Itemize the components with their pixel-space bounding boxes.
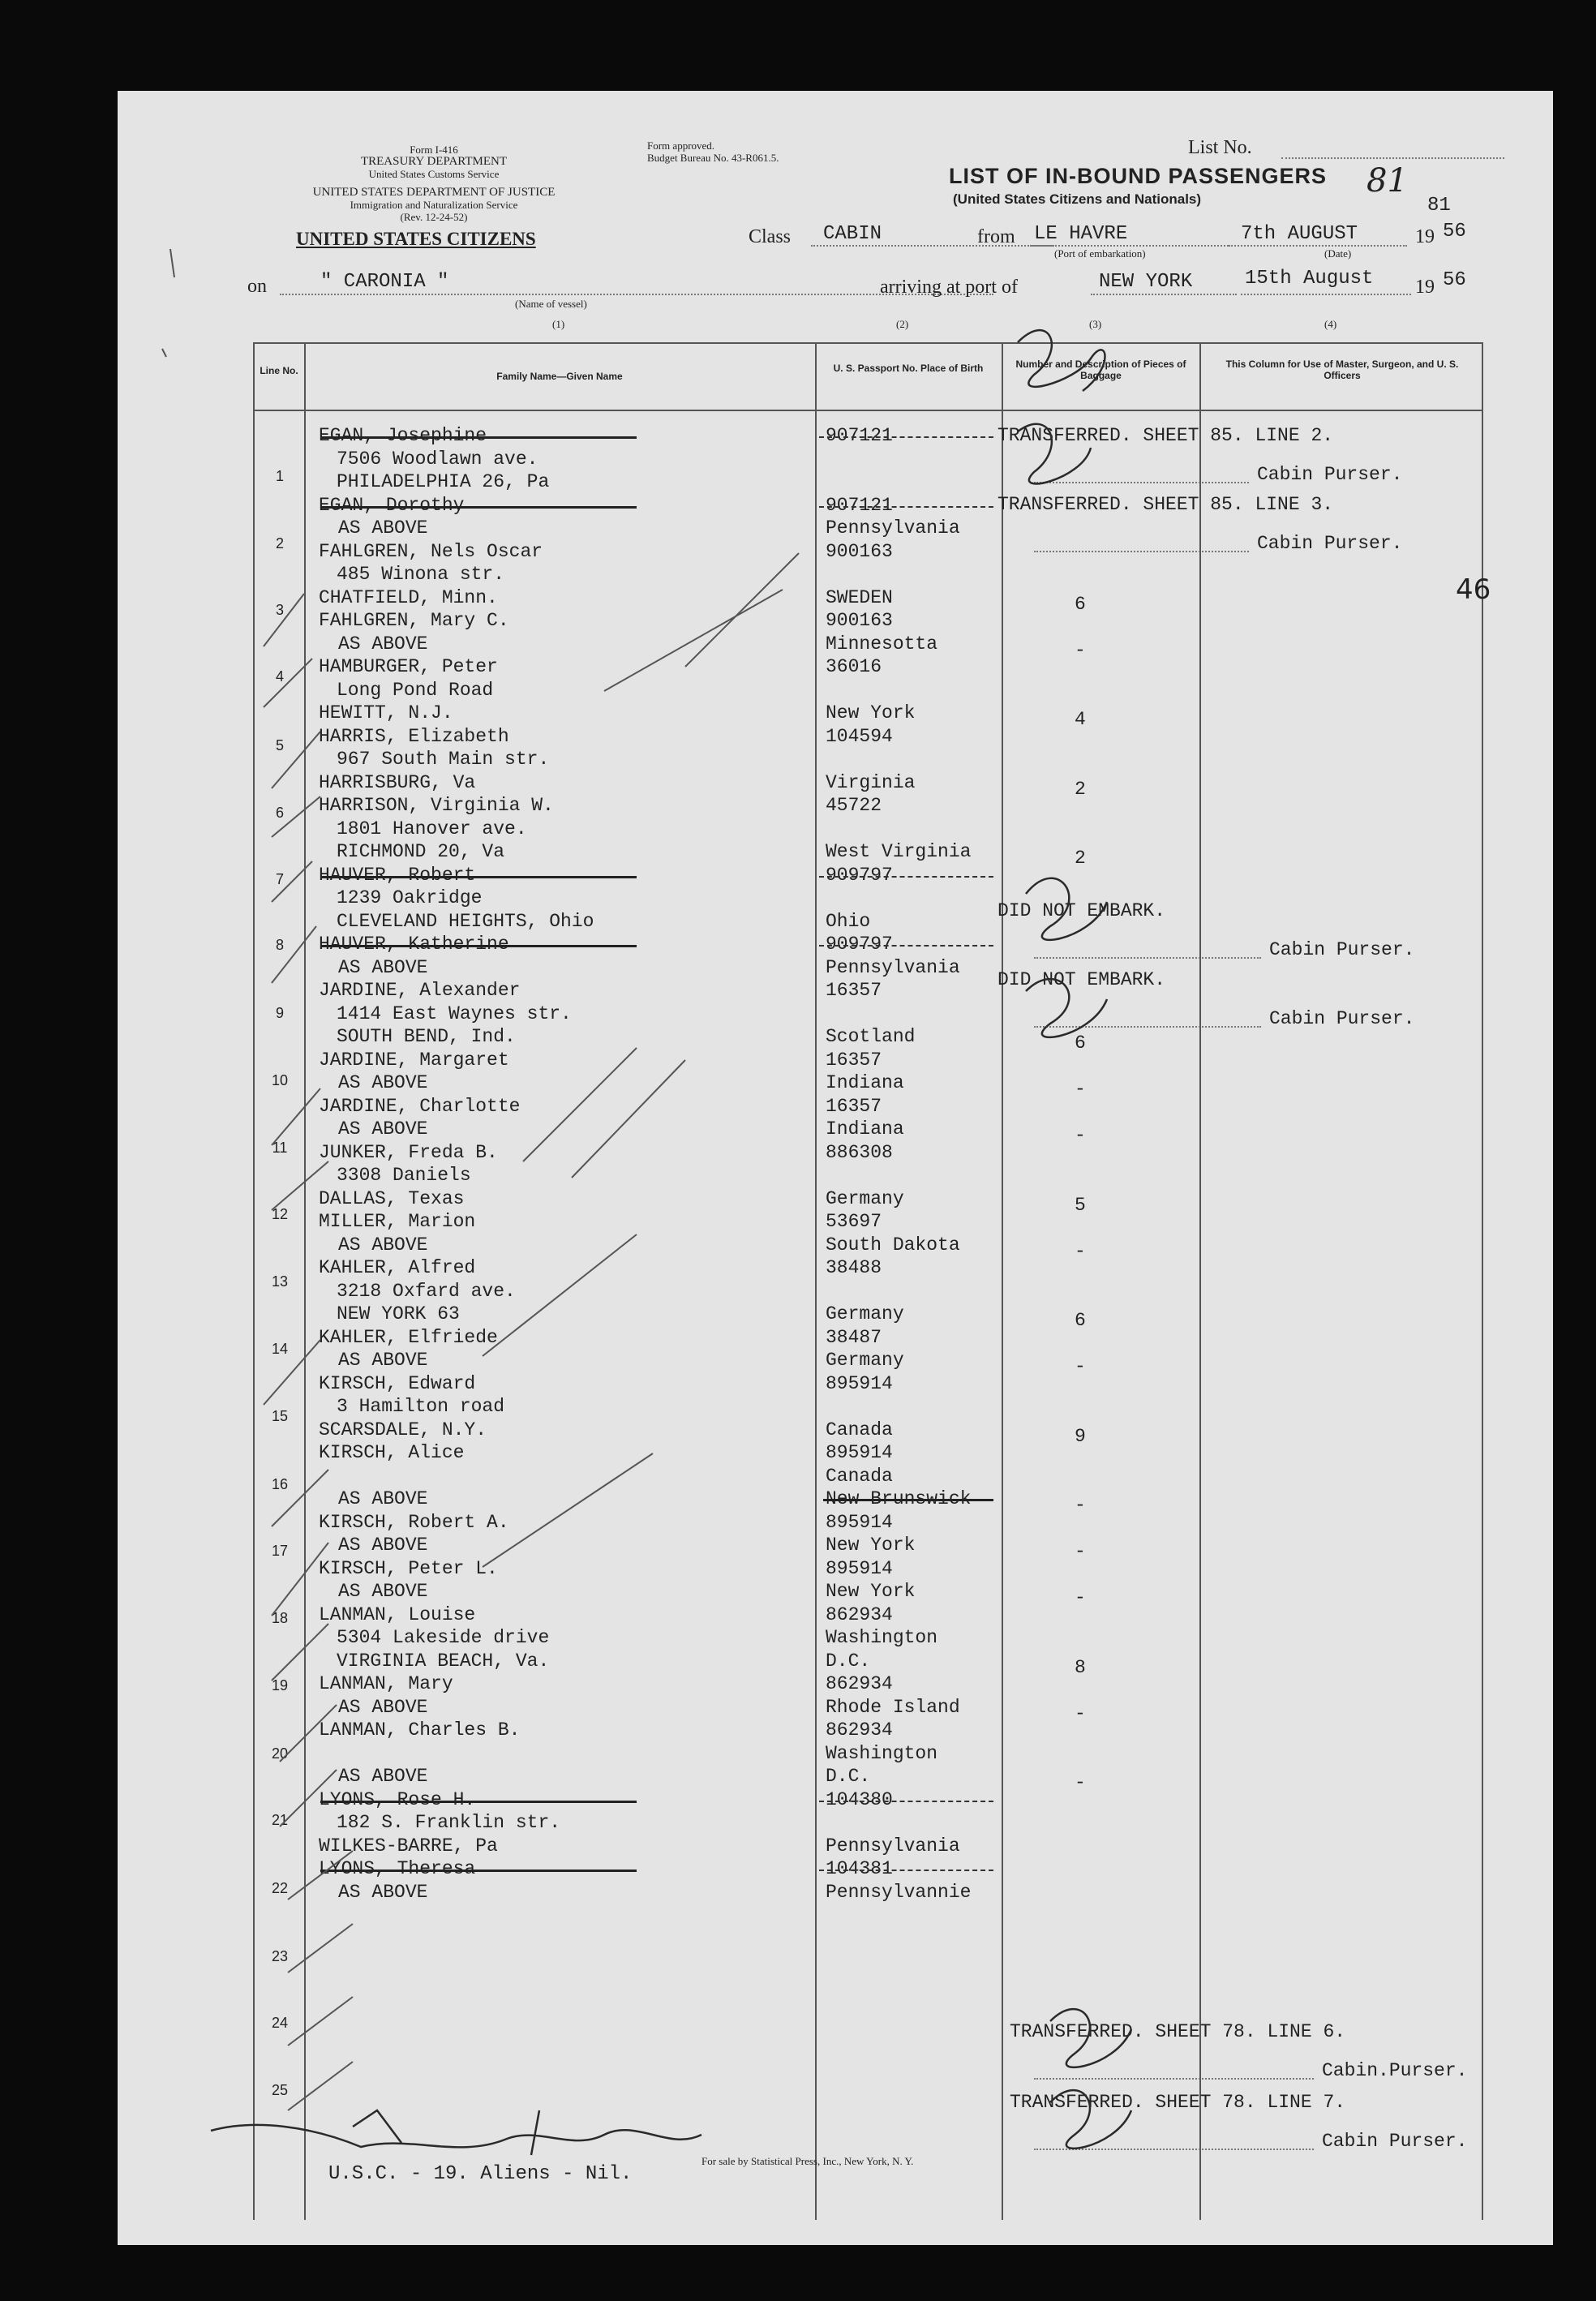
arrival-date: 15th August bbox=[1245, 268, 1374, 290]
date-caption: (Date) bbox=[1324, 247, 1352, 260]
baggage-count: 2 bbox=[1075, 848, 1086, 869]
caption-3: (3) bbox=[1089, 318, 1102, 330]
baggage-count: - bbox=[1075, 1125, 1086, 1146]
line-number: 24 bbox=[271, 2015, 289, 2031]
line-number: 9 bbox=[275, 1005, 284, 1021]
passenger-name: CLEVELAND HEIGHTS, Ohio bbox=[337, 910, 594, 932]
year-prefix: 19 bbox=[1415, 226, 1435, 247]
baggage-count: 6 bbox=[1075, 593, 1086, 615]
passport-or-birthplace: SWEDEN bbox=[826, 586, 893, 608]
passenger-name: 182 S. Franklin str. bbox=[337, 1812, 561, 1833]
printer-credit: For sale by Statistical Press, Inc., New York, N. Y. bbox=[701, 2155, 914, 2167]
baggage-count: 2 bbox=[1075, 778, 1086, 800]
passenger-name: EGAN, Josephine bbox=[319, 425, 487, 446]
passenger-name: AS ABOVE bbox=[338, 1881, 428, 1903]
passenger-name: FAHLGREN, Mary C. bbox=[319, 610, 509, 631]
passport-or-birthplace: Germany bbox=[826, 1187, 904, 1209]
passenger-name: KAHLER, Alfred bbox=[319, 1257, 476, 1278]
line-number: 12 bbox=[271, 1206, 289, 1222]
passenger-name: HARRISBURG, Va bbox=[319, 771, 476, 793]
line-number: 4 bbox=[275, 668, 284, 685]
passport-or-birthplace: 104594 bbox=[826, 725, 893, 747]
passport-or-birthplace: 909797 bbox=[826, 864, 893, 886]
line-number: 7 bbox=[275, 871, 284, 887]
passport-or-birthplace: Washington bbox=[826, 1742, 938, 1764]
passport-or-birthplace: 895914 bbox=[826, 1511, 893, 1533]
passenger-name: AS ABOVE bbox=[338, 517, 428, 539]
passenger-name: JARDINE, Alexander bbox=[319, 980, 521, 1001]
port-caption: (Port of embarkation) bbox=[1054, 247, 1146, 260]
passport-or-birthplace: 862934 bbox=[826, 1603, 893, 1625]
summary-line: U.S.C. - 19. Aliens - Nil. bbox=[328, 2163, 633, 2185]
passenger-name: LYONS, Theresa bbox=[319, 1858, 476, 1879]
baggage-count: 9 bbox=[1075, 1425, 1086, 1447]
vessel-name: " CARONIA " bbox=[320, 271, 449, 293]
passport-or-birthplace: Pennsylvania bbox=[826, 1835, 960, 1857]
passport-or-birthplace: New York bbox=[826, 702, 916, 723]
line-number: 1 bbox=[275, 468, 284, 484]
passenger-name: LANMAN, Charles B. bbox=[319, 1719, 521, 1741]
passenger-name: KIRSCH, Peter L. bbox=[319, 1557, 498, 1579]
vessel-caption: (Name of vessel) bbox=[515, 298, 587, 310]
passenger-name: KIRSCH, Edward bbox=[319, 1372, 476, 1394]
remark-text: DID NOT EMBARK. bbox=[998, 969, 1166, 990]
col-officers: This Column for Use of Master, Surgeon, and U. S. Officers bbox=[1225, 358, 1459, 381]
remark-text: DID NOT EMBARK. bbox=[998, 900, 1166, 921]
arriving-label: arriving at port of bbox=[880, 277, 1018, 298]
passenger-name: JUNKER, Freda B. bbox=[319, 1141, 498, 1163]
passport-or-birthplace: D.C. bbox=[826, 1650, 871, 1672]
passenger-name: HAUVER, Robert bbox=[319, 864, 476, 886]
form-subtitle: (United States Citizens and Nationals) bbox=[953, 191, 1202, 207]
purser-signature-label: Cabin Purser. bbox=[1322, 2131, 1468, 2152]
customs-service: United States Customs Service bbox=[368, 168, 500, 180]
passport-or-birthplace: 16357 bbox=[826, 980, 882, 1001]
purser-signature-label: Cabin Purser. bbox=[1269, 1008, 1415, 1029]
line-number: 21 bbox=[271, 1812, 289, 1828]
line-number: 17 bbox=[271, 1543, 289, 1559]
passport-or-birthplace: 104380 bbox=[826, 1788, 893, 1810]
passport-or-birthplace: 895914 bbox=[826, 1442, 893, 1463]
passenger-name: MILLER, Marion bbox=[319, 1211, 476, 1232]
baggage-count: 8 bbox=[1075, 1656, 1086, 1678]
col-line-no: Line No. bbox=[260, 365, 298, 376]
passport-or-birthplace: Pennsylvania bbox=[826, 517, 960, 539]
passport-or-birthplace: New York bbox=[826, 1535, 916, 1556]
passport-or-birthplace: 38487 bbox=[826, 1326, 882, 1348]
port-of-embarkation: LE HAVRE bbox=[1034, 223, 1128, 245]
passport-or-birthplace: Rhode Island bbox=[826, 1696, 960, 1718]
line-number: 22 bbox=[271, 1880, 289, 1896]
passenger-name: AS ABOVE bbox=[338, 956, 428, 978]
passenger-name: LYONS, Rose H. bbox=[319, 1788, 476, 1810]
passport-or-birthplace: 907121 bbox=[826, 494, 893, 516]
passport-or-birthplace: 36016 bbox=[826, 656, 882, 677]
baggage-count: - bbox=[1075, 1356, 1086, 1377]
passenger-name: 3 Hamilton road bbox=[337, 1396, 505, 1417]
remark-text: TRANSFERRED. SHEET 85. LINE 3. bbox=[998, 494, 1334, 515]
line-number: 10 bbox=[271, 1072, 289, 1088]
passport-or-birthplace: 886308 bbox=[826, 1141, 893, 1163]
passenger-name: VIRGINIA BEACH, Va. bbox=[337, 1650, 550, 1672]
passport-or-birthplace: Pennsylvania bbox=[826, 956, 960, 978]
arrival-year: 56 bbox=[1443, 269, 1466, 291]
list-no-handwritten: 81 bbox=[1366, 162, 1408, 200]
class-value: CABIN bbox=[823, 223, 882, 245]
passport-or-birthplace: Minnesotta bbox=[826, 633, 938, 655]
baggage-count: - bbox=[1075, 639, 1086, 661]
line-number: 14 bbox=[271, 1341, 289, 1357]
line-number: 8 bbox=[275, 937, 284, 953]
baggage-count: - bbox=[1075, 1587, 1086, 1608]
passport-or-birthplace: 104381 bbox=[826, 1858, 893, 1879]
remark-text: TRANSFERRED. SHEET 78. LINE 6. bbox=[1010, 2021, 1346, 2042]
line-number: 20 bbox=[271, 1745, 289, 1762]
passport-or-birthplace: D.C. bbox=[826, 1766, 871, 1787]
passenger-name: Long Pond Road bbox=[337, 679, 494, 701]
passenger-name: 1239 Oakridge bbox=[337, 887, 483, 908]
line-number: 19 bbox=[271, 1677, 289, 1694]
passport-or-birthplace: West Virginia bbox=[826, 841, 972, 862]
passenger-name: SOUTH BEND, Ind. bbox=[337, 1026, 516, 1047]
passenger-name: JARDINE, Margaret bbox=[319, 1049, 509, 1071]
remark-text: TRANSFERRED. SHEET 85. LINE 2. bbox=[998, 425, 1334, 446]
passenger-name: AS ABOVE bbox=[338, 1234, 428, 1256]
passenger-name: LANMAN, Louise bbox=[319, 1603, 476, 1625]
baggage-count: - bbox=[1075, 1079, 1086, 1100]
passenger-name: AS ABOVE bbox=[338, 633, 428, 655]
passport-or-birthplace: Virginia bbox=[826, 771, 916, 793]
passenger-name: JARDINE, Charlotte bbox=[319, 1095, 521, 1117]
line-number: 5 bbox=[275, 737, 284, 753]
passport-or-birthplace: 16357 bbox=[826, 1095, 882, 1117]
passenger-name: 1801 Hanover ave. bbox=[337, 818, 527, 839]
passenger-name: SCARSDALE, N.Y. bbox=[319, 1419, 487, 1440]
passport-or-birthplace: Canada bbox=[826, 1419, 893, 1440]
baggage-count: 4 bbox=[1075, 709, 1086, 730]
passenger-name: DALLAS, Texas bbox=[319, 1187, 465, 1209]
passport-or-birthplace: 900163 bbox=[826, 610, 893, 631]
passport-or-birthplace: 16357 bbox=[826, 1049, 882, 1071]
passenger-name: RICHMOND 20, Va bbox=[337, 841, 505, 862]
line-number: 25 bbox=[271, 2082, 289, 2098]
passenger-name: HEWITT, N.J. bbox=[319, 702, 453, 723]
passenger-name: HARRIS, Elizabeth bbox=[319, 725, 509, 747]
passenger-name: HAMBURGER, Peter bbox=[319, 656, 498, 677]
remark-text: TRANSFERRED. SHEET 78. LINE 7. bbox=[1010, 2092, 1346, 2113]
passenger-name: NEW YORK 63 bbox=[337, 1303, 460, 1324]
baggage-count: - bbox=[1075, 1240, 1086, 1262]
passenger-name: 967 South Main str. bbox=[337, 749, 550, 770]
treasury-dept: TREASURY DEPARTMENT bbox=[360, 155, 508, 168]
passenger-name: EGAN, Dorothy bbox=[319, 494, 465, 516]
baggage-count: 5 bbox=[1075, 1194, 1086, 1216]
passenger-name: KIRSCH, Alice bbox=[319, 1442, 465, 1463]
passenger-name: KIRSCH, Robert A. bbox=[319, 1511, 509, 1533]
passport-or-birthplace: 38488 bbox=[826, 1257, 882, 1278]
passport-or-birthplace: Scotland bbox=[826, 1026, 916, 1047]
baggage-count: - bbox=[1075, 1772, 1086, 1793]
passenger-name: FAHLGREN, Nels Oscar bbox=[319, 540, 543, 562]
revision: (Rev. 12-24-52) bbox=[400, 211, 468, 223]
passenger-name: AS ABOVE bbox=[338, 1535, 428, 1556]
baggage-count: 6 bbox=[1075, 1310, 1086, 1331]
passenger-name: 3308 Daniels bbox=[337, 1165, 471, 1186]
margin-note: 46 bbox=[1456, 573, 1491, 606]
passport-or-birthplace: 862934 bbox=[826, 1673, 893, 1694]
ins: Immigration and Naturalization Service bbox=[350, 199, 518, 211]
handwritten-marks bbox=[118, 91, 1553, 2245]
passenger-name: WILKES-BARRE, Pa bbox=[319, 1835, 498, 1857]
list-no-label: List No. bbox=[1188, 137, 1252, 158]
col-passport: U. S. Passport No. Place of Birth bbox=[833, 363, 984, 374]
passenger-name: 3218 Oxfard ave. bbox=[337, 1280, 516, 1302]
passenger-name: CHATFIELD, Minn. bbox=[319, 586, 498, 608]
passport-or-birthplace: 895914 bbox=[826, 1372, 893, 1394]
caption-1: (1) bbox=[552, 318, 565, 330]
departure-year: 56 bbox=[1443, 221, 1466, 243]
passport-or-birthplace: 900163 bbox=[826, 540, 893, 562]
on-label: on bbox=[247, 276, 267, 297]
passenger-name: AS ABOVE bbox=[338, 1118, 428, 1140]
passenger-name: PHILADELPHIA 26, Pa bbox=[337, 471, 550, 492]
passenger-name: AS ABOVE bbox=[338, 1072, 428, 1093]
passport-or-birthplace: Pennsylvannie bbox=[826, 1881, 972, 1903]
passport-or-birthplace: Canada bbox=[826, 1465, 893, 1487]
passport-or-birthplace: New York bbox=[826, 1581, 916, 1602]
line-number: 3 bbox=[275, 602, 284, 618]
passenger-name: LANMAN, Mary bbox=[319, 1673, 453, 1694]
line-number: 6 bbox=[275, 805, 284, 821]
departure-date: 7th AUGUST bbox=[1241, 223, 1358, 245]
passport-or-birthplace: Indiana bbox=[826, 1072, 904, 1093]
list-no-typed: 81 bbox=[1427, 195, 1451, 217]
caption-4: (4) bbox=[1324, 318, 1337, 330]
line-number: 11 bbox=[272, 1140, 288, 1156]
baggage-count: - bbox=[1075, 1702, 1086, 1724]
baggage-count: 6 bbox=[1075, 1032, 1086, 1054]
passport-or-birthplace: South Dakota bbox=[826, 1234, 960, 1256]
line-number: 23 bbox=[271, 1948, 289, 1964]
purser-signature-label: Cabin Purser. bbox=[1257, 533, 1403, 554]
form-approved: Form approved. bbox=[647, 140, 715, 152]
passenger-name: HAUVER, Katherine bbox=[319, 934, 509, 955]
form-number: Form I-416 bbox=[410, 144, 458, 156]
baggage-count: - bbox=[1075, 1541, 1086, 1562]
arrival-port: NEW YORK bbox=[1099, 271, 1193, 293]
purser-signature-label: Cabin.Purser. bbox=[1322, 2060, 1468, 2081]
passenger-name: 485 Winona str. bbox=[337, 564, 505, 585]
passport-or-birthplace: 45722 bbox=[826, 795, 882, 816]
line-number: 16 bbox=[271, 1476, 289, 1492]
passenger-name: KAHLER, Elfriede bbox=[319, 1326, 498, 1348]
passenger-name: AS ABOVE bbox=[338, 1766, 428, 1787]
passenger-name: AS ABOVE bbox=[338, 1581, 428, 1602]
passport-or-birthplace: 909797 bbox=[826, 934, 893, 955]
passport-or-birthplace: New Brunswick bbox=[826, 1488, 972, 1509]
purser-signature-label: Cabin Purser. bbox=[1257, 464, 1403, 485]
baggage-count: - bbox=[1075, 1495, 1086, 1516]
passenger-name: AS ABOVE bbox=[338, 1696, 428, 1718]
passport-or-birthplace: 53697 bbox=[826, 1211, 882, 1232]
justice-dept: UNITED STATES DEPARTMENT OF JUSTICE bbox=[312, 186, 556, 199]
line-number: 18 bbox=[271, 1610, 289, 1626]
from-label: from bbox=[977, 226, 1015, 247]
col-baggage: Number and Description of Pieces of Baggage bbox=[1015, 358, 1186, 381]
budget-bureau: Budget Bureau No. 43-R061.5. bbox=[647, 152, 779, 164]
line-number: 2 bbox=[275, 535, 284, 552]
manifest-page bbox=[118, 91, 1553, 2245]
passport-or-birthplace: Ohio bbox=[826, 910, 871, 932]
passport-or-birthplace: Germany bbox=[826, 1350, 904, 1371]
passenger-name: 7506 Woodlawn ave. bbox=[337, 448, 538, 470]
passenger-name: AS ABOVE bbox=[338, 1488, 428, 1509]
passenger-name: 5304 Lakeside drive bbox=[337, 1627, 550, 1648]
caption-2: (2) bbox=[896, 318, 909, 330]
form-title: LIST OF IN-BOUND PASSENGERS bbox=[949, 164, 1328, 188]
line-number: 15 bbox=[271, 1408, 289, 1424]
class-label: Class bbox=[749, 226, 792, 247]
col-name: Family Name—Given Name bbox=[496, 371, 623, 382]
passport-or-birthplace: Washington bbox=[826, 1627, 938, 1648]
passport-or-birthplace: 862934 bbox=[826, 1719, 893, 1741]
arrival-year-prefix: 19 bbox=[1415, 277, 1435, 298]
purser-signature-label: Cabin Purser. bbox=[1269, 939, 1415, 960]
category-label: UNITED STATES CITIZENS bbox=[296, 229, 536, 249]
passport-or-birthplace: Indiana bbox=[826, 1118, 904, 1140]
passport-or-birthplace: 907121 bbox=[826, 425, 893, 446]
passenger-name: 1414 East Waynes str. bbox=[337, 1002, 572, 1024]
passenger-name: HARRISON, Virginia W. bbox=[319, 795, 554, 816]
passport-or-birthplace: Germany bbox=[826, 1303, 904, 1324]
passenger-name: AS ABOVE bbox=[338, 1350, 428, 1371]
passport-or-birthplace: 895914 bbox=[826, 1557, 893, 1579]
line-number: 13 bbox=[271, 1273, 289, 1290]
